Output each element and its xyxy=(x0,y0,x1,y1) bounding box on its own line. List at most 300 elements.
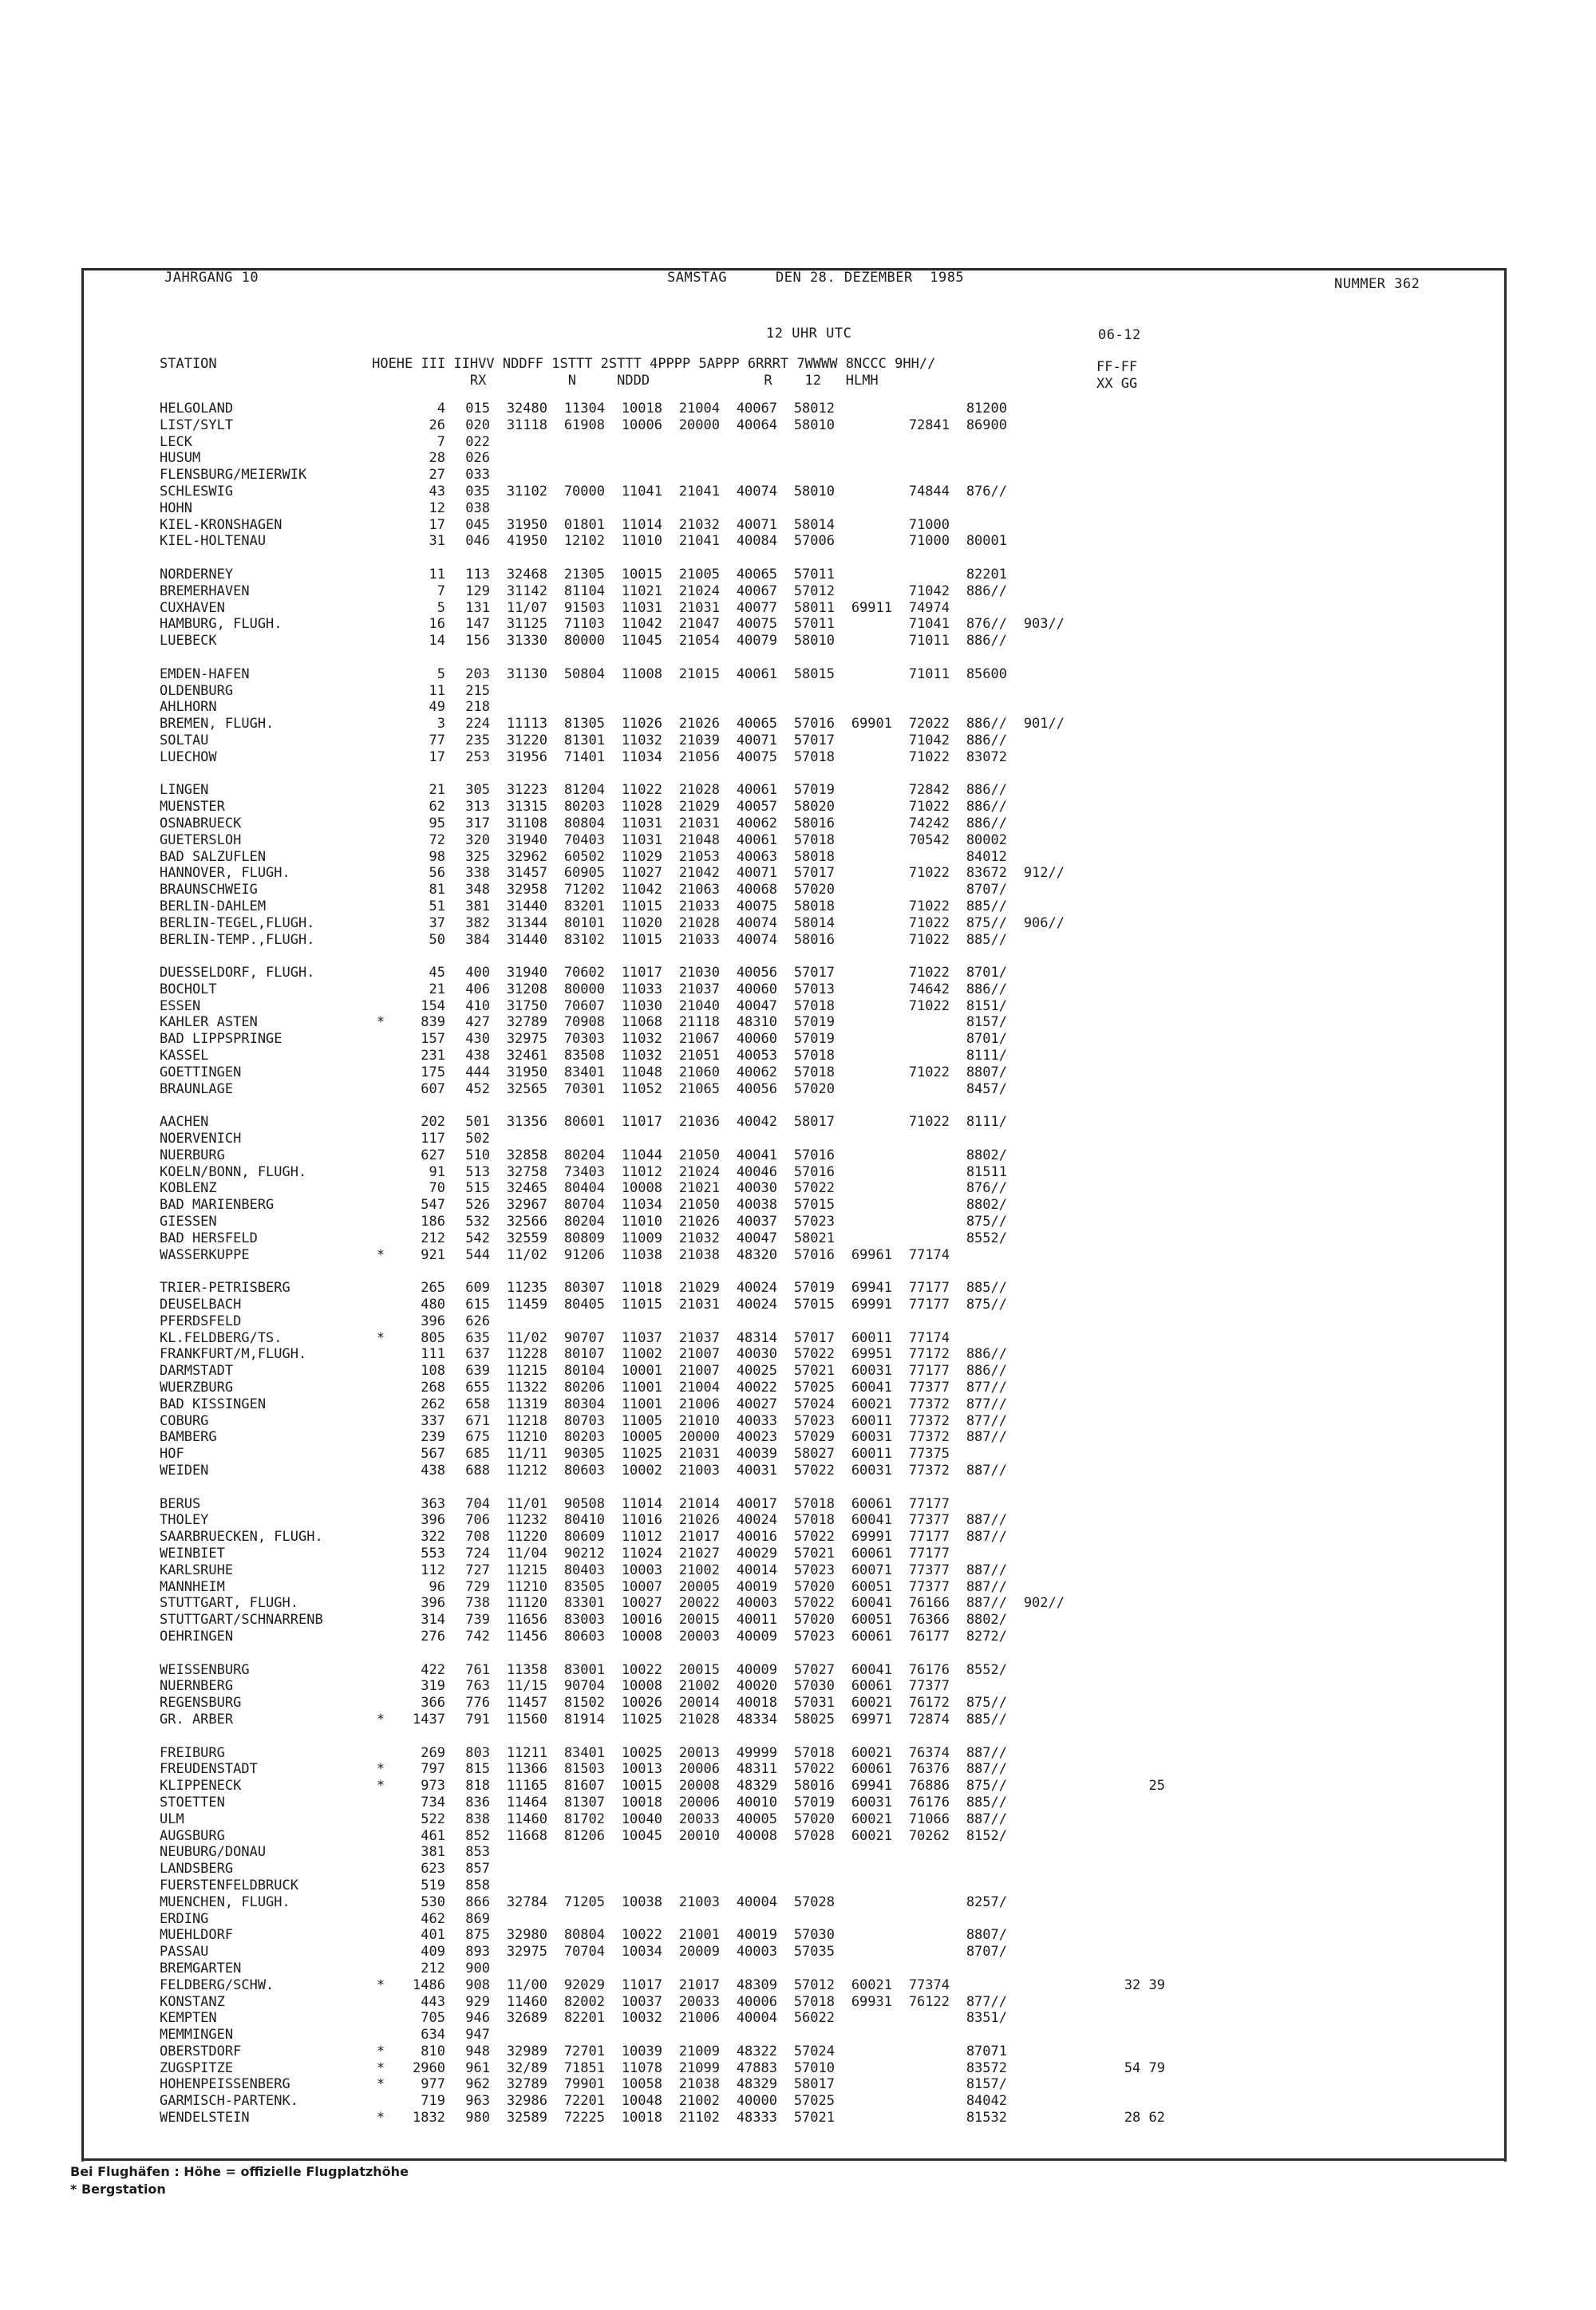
station-name: KIEL-HOLTENAU xyxy=(160,533,267,550)
altitude: 117 xyxy=(421,1131,445,1147)
appp5: 57018 xyxy=(793,748,835,765)
wwww7: 77374 xyxy=(908,1976,950,1993)
wwww7: 72842 xyxy=(908,782,950,799)
iihvv: 11210 xyxy=(506,1578,547,1595)
iihvv: 32565 xyxy=(506,1080,547,1097)
sttt1: 11025 xyxy=(621,1711,662,1728)
station-id: 852 xyxy=(465,1827,490,1844)
nccc8: 83572 xyxy=(966,2059,1007,2076)
hh9 xyxy=(1007,2010,1065,2027)
pppp4: 47883 xyxy=(736,2059,777,2076)
table-row xyxy=(160,1396,1065,1413)
table-row xyxy=(160,1678,1065,1695)
mountain-marker xyxy=(370,1230,391,1247)
wwww7 xyxy=(892,401,950,417)
sttt2: 21031 xyxy=(678,1446,720,1463)
nccc8 xyxy=(950,1446,1007,1463)
altitude: 231 xyxy=(421,1048,445,1064)
appp5: 57017 xyxy=(793,865,835,882)
iihvv: 32986 xyxy=(506,2093,547,2110)
rrrt6: 60061 xyxy=(851,1545,892,1562)
rrrt6 xyxy=(835,2010,892,2027)
iihvv: 32465 xyxy=(506,1180,547,1197)
iihvv: 31940 xyxy=(506,831,547,848)
iihvv: 31950 xyxy=(506,516,547,533)
sttt1: 11032 xyxy=(621,1031,662,1048)
station-name: PASSAU xyxy=(160,1944,209,1961)
iihvv: 32989 xyxy=(506,2043,547,2059)
appp5: 57019 xyxy=(793,1794,835,1810)
station-name: HAMBURG, FLUGH. xyxy=(160,616,282,633)
station-name: ZUGSPITZE xyxy=(160,2059,234,2076)
station-name: HOHN xyxy=(160,500,192,516)
station-id: 526 xyxy=(465,1197,490,1214)
nccc8: 887// xyxy=(966,1595,1007,1612)
station-name: KOELN/BONN, FLUGH. xyxy=(160,1163,307,1180)
table-row xyxy=(160,1247,1065,1264)
day-label: SAMSTAG xyxy=(667,270,728,286)
table-row xyxy=(160,533,1065,550)
sttt2: 21048 xyxy=(678,831,720,848)
mountain-marker xyxy=(370,699,391,716)
group-gap xyxy=(160,550,1065,567)
sttt1: 10007 xyxy=(621,1578,662,1595)
pppp4: 40079 xyxy=(736,633,777,650)
mountain-marker xyxy=(370,1678,391,1695)
column-header-line1: STATION HOEHE III IIHVV NDDFF 1STTT 2STTT 4PPPP 5APPP 6RRRT 7WWWW 8NCCC 9HH// xyxy=(160,356,936,372)
mountain-marker xyxy=(370,1048,391,1064)
table-row xyxy=(160,1346,1065,1363)
nccc8 xyxy=(950,683,1007,700)
nddff xyxy=(547,1961,605,1977)
pppp4 xyxy=(720,1861,777,1878)
iihvv: 31330 xyxy=(506,633,547,650)
sttt2: 21004 xyxy=(678,401,720,417)
station-id: 948 xyxy=(465,2043,490,2059)
wwww7: 77377 xyxy=(908,1678,950,1695)
sttt1: 10013 xyxy=(621,1761,662,1778)
pppp4 xyxy=(720,500,777,517)
hh9 xyxy=(1007,633,1065,650)
station-id: 761 xyxy=(465,1661,490,1678)
mountain-marker xyxy=(370,1828,391,1845)
mountain-marker xyxy=(370,1131,391,1147)
station-name: NEUBURG/DONAU xyxy=(160,1844,267,1861)
nccc8: 886// xyxy=(966,732,1007,748)
rrrt6: 60031 xyxy=(851,1429,892,1446)
altitude: 11 xyxy=(429,566,445,582)
appp5: 57019 xyxy=(793,1014,835,1031)
station-id: 452 xyxy=(465,1080,490,1097)
altitude: 1486 xyxy=(413,1976,445,1993)
nccc8: 82201 xyxy=(966,566,1007,582)
nccc8: 887// xyxy=(966,1463,1007,1479)
iihvv: 11460 xyxy=(506,1810,547,1827)
appp5: 58020 xyxy=(793,799,835,815)
appp5: 57021 xyxy=(793,1545,835,1562)
sttt1: 11010 xyxy=(621,1214,662,1230)
wwww7 xyxy=(892,1894,950,1911)
hh9 xyxy=(1007,1164,1065,1181)
hh9 xyxy=(1007,932,1065,949)
station-name: BAD SALZUFLEN xyxy=(160,848,267,865)
sttt1: 10008 xyxy=(621,1628,662,1645)
rrrt6 xyxy=(835,1164,892,1181)
pppp4: 40071 xyxy=(736,732,777,748)
appp5: 57025 xyxy=(793,2093,835,2110)
nccc8 xyxy=(950,699,1007,716)
station-name: BERLIN-TEGEL,FLUGH. xyxy=(160,914,315,931)
appp5: 57015 xyxy=(793,1197,835,1214)
nccc8: 8802/ xyxy=(966,1197,1007,1214)
wwww7 xyxy=(892,2093,950,2110)
station-name: BREMERHAVEN xyxy=(160,582,250,599)
pppp4: 40009 xyxy=(736,1628,777,1645)
pppp4: 40047 xyxy=(736,997,777,1014)
station-id: 675 xyxy=(465,1429,490,1446)
appp5: 58014 xyxy=(793,914,835,931)
altitude: 519 xyxy=(421,1877,445,1893)
appp5: 57022 xyxy=(793,1463,835,1479)
sttt1 xyxy=(605,434,662,451)
sttt2: 21029 xyxy=(678,1280,720,1297)
rrrt6 xyxy=(835,401,892,417)
table-row xyxy=(160,1297,1065,1313)
station-name: SCHLESWIG xyxy=(160,483,234,500)
pppp4: 40071 xyxy=(736,516,777,533)
nccc8: 885// xyxy=(966,1711,1007,1728)
table-row xyxy=(160,500,1065,517)
nddff xyxy=(547,2027,605,2043)
nccc8: 81200 xyxy=(966,401,1007,417)
sttt2: 21026 xyxy=(678,1214,720,1230)
nddff: 90305 xyxy=(563,1446,605,1463)
iihvv: 11/15 xyxy=(506,1678,547,1695)
sttt2: 21037 xyxy=(678,981,720,997)
sttt2: 21009 xyxy=(678,2043,720,2059)
nddff: 01801 xyxy=(563,516,605,533)
rrrt6 xyxy=(835,1048,892,1064)
station-name: FLENSBURG/MEIERWIK xyxy=(160,467,307,484)
station-id: 655 xyxy=(465,1380,490,1396)
wwww7 xyxy=(892,1048,950,1064)
table-row xyxy=(160,1927,1065,1944)
extra-value: 32 39 xyxy=(1124,1977,1165,1993)
station-name: WEINBIET xyxy=(160,1545,225,1562)
appp5: 57018 xyxy=(793,1744,835,1761)
mountain-marker xyxy=(370,1297,391,1313)
table-row xyxy=(160,2076,1065,2093)
pppp4: 48329 xyxy=(736,2076,777,2093)
station-name: GIESSEN xyxy=(160,1214,217,1230)
station-name: BERLIN-DAHLEM xyxy=(160,898,267,914)
pppp4: 40030 xyxy=(736,1346,777,1363)
station-id: 908 xyxy=(465,1976,490,1993)
sttt2: 21056 xyxy=(678,748,720,765)
nccc8: 887// xyxy=(966,1761,1007,1778)
table-row xyxy=(160,782,1065,799)
sttt1: 10015 xyxy=(621,566,662,582)
time-label: 12 UHR UTC xyxy=(766,326,852,342)
iihvv: 31956 xyxy=(506,748,547,765)
nccc8: 876// xyxy=(966,1180,1007,1197)
hh9 xyxy=(1007,1230,1065,1247)
hh9 xyxy=(1007,1147,1065,1164)
rrrt6 xyxy=(835,1313,892,1330)
station-id: 406 xyxy=(465,981,490,997)
nddff: 70000 xyxy=(563,483,605,500)
sttt2: 20006 xyxy=(678,1761,720,1778)
station-id: 382 xyxy=(465,914,490,931)
table-row xyxy=(160,583,1065,600)
altitude: 805 xyxy=(421,1329,445,1346)
wwww7: 77177 xyxy=(908,1280,950,1297)
mountain-marker: * xyxy=(376,1778,385,1795)
station-id: 742 xyxy=(465,1628,490,1645)
sttt1: 11033 xyxy=(621,981,662,997)
pppp4: 40075 xyxy=(736,898,777,914)
nddff: 70908 xyxy=(563,1014,605,1031)
sttt2: 20010 xyxy=(678,1827,720,1844)
mountain-marker xyxy=(370,1197,391,1214)
hh9 xyxy=(1007,1197,1065,1214)
sttt2: 21054 xyxy=(678,633,720,650)
iihvv: 31208 xyxy=(506,981,547,997)
nddff xyxy=(547,467,605,484)
nddff: 80104 xyxy=(563,1363,605,1380)
mountain-marker xyxy=(370,1911,391,1928)
sttt2: 21010 xyxy=(678,1412,720,1429)
mountain-marker xyxy=(370,1878,391,1894)
date-label: DEN 28. DEZEMBER 1985 xyxy=(776,270,965,286)
altitude: 31 xyxy=(429,533,445,550)
station-name: FREUDENSTADT xyxy=(160,1761,258,1778)
station-id: 763 xyxy=(465,1678,490,1695)
station-id: 156 xyxy=(465,633,490,650)
hh9 xyxy=(1007,2060,1065,2077)
rrrt6: 60021 xyxy=(851,1810,892,1827)
nccc8: 886// xyxy=(966,782,1007,799)
sttt1 xyxy=(605,1313,662,1330)
nccc8: 8807/ xyxy=(966,1064,1007,1080)
station-name: WEIDEN xyxy=(160,1463,209,1479)
sttt2: 21003 xyxy=(678,1893,720,1910)
sttt1: 11022 xyxy=(621,782,662,799)
group-gap xyxy=(160,1728,1065,1745)
mountain-marker xyxy=(370,616,391,633)
appp5: 58016 xyxy=(793,1778,835,1795)
station-id: 688 xyxy=(465,1463,490,1479)
sttt1: 11017 xyxy=(621,965,662,981)
appp5: 57022 xyxy=(793,1180,835,1197)
iihvv xyxy=(490,699,547,716)
rrrt6 xyxy=(835,517,892,534)
wwww7 xyxy=(892,1961,950,1977)
table-row xyxy=(160,1180,1065,1197)
sttt2: 21053 xyxy=(678,848,720,865)
altitude: 462 xyxy=(421,1910,445,1927)
nddff: 70303 xyxy=(563,1031,605,1048)
altitude: 186 xyxy=(421,1214,445,1230)
wwww7: 71022 xyxy=(908,1064,950,1080)
appp5: 58027 xyxy=(793,1446,835,1463)
rrrt6: 60011 xyxy=(851,1412,892,1429)
hh9 xyxy=(1007,749,1065,766)
rrrt6 xyxy=(835,1961,892,1977)
group-gap xyxy=(160,650,1065,666)
wwww7 xyxy=(892,1944,950,1961)
appp5: 57030 xyxy=(793,1927,835,1944)
nddff: 81204 xyxy=(563,782,605,799)
wwww7 xyxy=(892,1014,950,1031)
mountain-marker xyxy=(370,749,391,766)
station-name: ULM xyxy=(160,1810,184,1827)
rrrt6: 69901 xyxy=(851,716,892,732)
pppp4: 40016 xyxy=(736,1529,777,1546)
hh9 xyxy=(1007,1363,1065,1380)
sttt1: 11017 xyxy=(621,1976,662,1993)
wwww7 xyxy=(892,1927,950,1944)
station-name: LUEBECK xyxy=(160,633,217,650)
pppp4: 40030 xyxy=(736,1180,777,1197)
nccc8: 875// xyxy=(966,1297,1007,1313)
pppp4: 48334 xyxy=(736,1711,777,1728)
nccc8: 85600 xyxy=(966,665,1007,682)
sttt2: 21002 xyxy=(678,2093,720,2110)
altitude: 705 xyxy=(421,2010,445,2027)
rrrt6 xyxy=(835,2027,892,2043)
wwww7: 77174 xyxy=(908,1329,950,1346)
altitude: 396 xyxy=(421,1512,445,1529)
station-name: BERUS xyxy=(160,1495,201,1512)
hh9 xyxy=(1007,1811,1065,1828)
station-id: 215 xyxy=(465,682,490,699)
table-row xyxy=(160,1230,1065,1247)
station-name: LANDSBERG xyxy=(160,1861,234,1878)
mountain-marker xyxy=(370,782,391,799)
iihvv: 11459 xyxy=(506,1297,547,1313)
iihvv xyxy=(490,434,547,451)
mountain-marker xyxy=(370,1795,391,1811)
hh9 xyxy=(1007,434,1065,451)
pppp4: 40056 xyxy=(736,965,777,981)
table-row xyxy=(160,865,1065,882)
rrrt6 xyxy=(835,2076,892,2093)
rrrt6: 60021 xyxy=(851,1695,892,1712)
appp5: 58010 xyxy=(793,483,835,500)
sttt2 xyxy=(662,683,720,700)
station-id: 035 xyxy=(465,483,490,500)
mountain-marker: * xyxy=(376,2110,385,2126)
nddff: 83401 xyxy=(563,1744,605,1761)
wwww7: 71022 xyxy=(908,931,950,948)
appp5: 58015 xyxy=(793,665,835,682)
table-row xyxy=(160,932,1065,949)
sttt2: 21033 xyxy=(678,898,720,914)
table-row xyxy=(160,1014,1065,1031)
nccc8 xyxy=(950,517,1007,534)
hh9 xyxy=(1007,1396,1065,1413)
rrrt6 xyxy=(835,417,892,434)
hh9 xyxy=(1007,1064,1065,1081)
sttt1 xyxy=(605,467,662,484)
nccc8: 876// xyxy=(966,483,1007,500)
nccc8: 8807/ xyxy=(966,1927,1007,1944)
sttt1: 11024 xyxy=(621,1545,662,1562)
iihvv: 11319 xyxy=(506,1396,547,1412)
pppp4: 40056 xyxy=(736,1080,777,1097)
sttt2: 21005 xyxy=(678,566,720,582)
wwww7: 71011 xyxy=(908,665,950,682)
appp5: 57021 xyxy=(793,2110,835,2126)
hh9 xyxy=(1007,1844,1065,1861)
iihvv: 32958 xyxy=(506,882,547,898)
nddff: 80107 xyxy=(563,1346,605,1363)
wwww7: 77372 xyxy=(908,1396,950,1412)
iihvv: 32784 xyxy=(506,1893,547,1910)
wwww7: 71041 xyxy=(908,616,950,633)
wwww7: 76172 xyxy=(908,1695,950,1712)
rrrt6: 69911 xyxy=(851,599,892,616)
altitude: 530 xyxy=(421,1893,445,1910)
station-name: DEUSELBACH xyxy=(160,1297,242,1313)
station-name: HANNOVER, FLUGH. xyxy=(160,865,290,882)
mountain-marker: * xyxy=(376,1711,385,1728)
pppp4: 48314 xyxy=(736,1329,777,1346)
iihvv: 32975 xyxy=(506,1944,547,1961)
table-row xyxy=(160,1529,1065,1546)
pppp4: 40031 xyxy=(736,1463,777,1479)
sttt1 xyxy=(605,1878,662,1894)
sttt2 xyxy=(662,434,720,451)
station-id: 501 xyxy=(465,1114,490,1131)
sttt2: 21030 xyxy=(678,965,720,981)
pppp4: 40060 xyxy=(736,1031,777,1048)
station-name: KL.FELDBERG/TS. xyxy=(160,1329,282,1346)
pppp4: 40075 xyxy=(736,616,777,633)
iihvv: 32468 xyxy=(506,566,547,582)
sttt2: 20015 xyxy=(678,1612,720,1629)
nddff: 81702 xyxy=(563,1810,605,1827)
sttt2: 21002 xyxy=(678,1562,720,1578)
appp5: 57023 xyxy=(793,1412,835,1429)
rrrt6: 60041 xyxy=(851,1661,892,1678)
mountain-marker xyxy=(370,1546,391,1562)
wwww7: 77177 xyxy=(908,1363,950,1380)
appp5: 57023 xyxy=(793,1628,835,1645)
mountain-marker xyxy=(370,666,391,683)
mountain-marker xyxy=(370,1313,391,1330)
hh9: 906// xyxy=(1023,914,1065,931)
nddff: 90704 xyxy=(563,1678,605,1695)
pppp4: 40037 xyxy=(736,1214,777,1230)
appp5: 57018 xyxy=(793,1993,835,2010)
iihvv: 32789 xyxy=(506,1014,547,1031)
pppp4: 48309 xyxy=(736,1976,777,1993)
mountain-marker xyxy=(370,1529,391,1546)
nddff: 72201 xyxy=(563,2093,605,2110)
pppp4: 40024 xyxy=(736,1512,777,1529)
mountain-marker xyxy=(370,1612,391,1629)
station-id: 253 xyxy=(465,748,490,765)
appp5: 56022 xyxy=(793,2010,835,2027)
rrrt6 xyxy=(835,815,892,832)
rrrt6: 69941 xyxy=(851,1778,892,1795)
table-row xyxy=(160,1977,1065,1994)
sttt1: 10032 xyxy=(621,2010,662,2027)
mountain-marker xyxy=(370,2027,391,2043)
iihvv: 32858 xyxy=(506,1147,547,1163)
